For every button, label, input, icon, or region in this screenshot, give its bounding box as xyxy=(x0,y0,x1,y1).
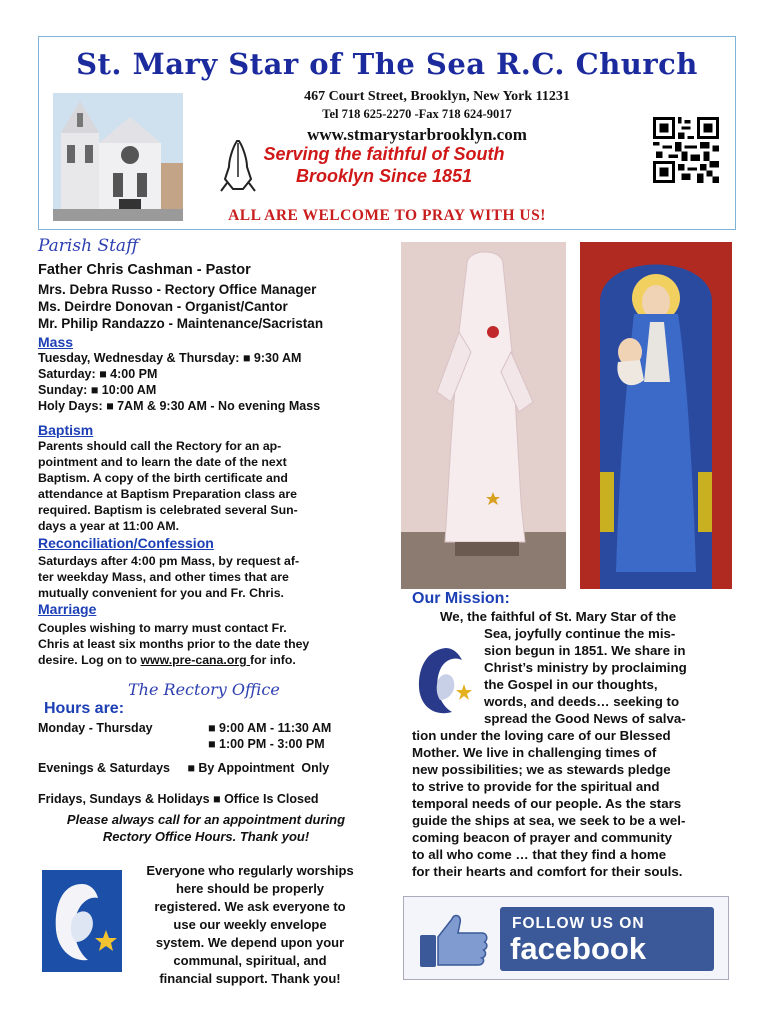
mon-thu-afternoon: ■ 1:00 PM - 3:00 PM xyxy=(208,737,325,751)
church-title: St. Mary Star of The Sea R.C. Church xyxy=(76,47,698,81)
mission-line: spread the Good News of salva- xyxy=(484,711,686,726)
serving-tagline xyxy=(239,143,529,187)
mass-line: Sunday: ■ 10:00 AM xyxy=(38,383,157,397)
baptism-line: Parents should call the Rectory for an ap- xyxy=(38,439,282,453)
mission-line: tion under the loving care of our Blessed xyxy=(412,728,671,743)
baptism-line: pointment and to learn the date of the next xyxy=(38,455,287,469)
reconciliation-line: mutually convenient for you and Fr. Chris. xyxy=(38,586,284,600)
serving-line-2: Brooklyn Since 1851 xyxy=(295,166,473,186)
welcome-banner: ALL ARE WELCOME TO PRAY WITH US! xyxy=(228,207,546,224)
facebook-wordmark: facebook xyxy=(510,931,647,966)
parish-staff-heading: Parish Staff xyxy=(38,236,139,256)
facebook-follow-button[interactable] xyxy=(403,896,729,980)
registration-line: Everyone who regularly worships xyxy=(146,863,354,878)
mission-line: Mother. We live in challenging times of xyxy=(412,745,657,760)
mon-thu-hours xyxy=(208,720,331,752)
mission-line: temporal needs of our people. As the stars xyxy=(412,796,682,811)
mass-schedule xyxy=(38,350,320,414)
reconciliation-line: ter weekday Mass, and other times that are xyxy=(38,570,289,584)
marriage-line-suffix: for info. xyxy=(250,653,296,667)
baptism-line: days a year at 11:00 AM. xyxy=(38,519,180,533)
parish-logo-image xyxy=(42,870,122,972)
mass-line: Holy Days: ■ 7AM & 9:30 AM - No evening Mass xyxy=(38,399,321,413)
staff-member: Father Chris Cashman - Pastor xyxy=(38,262,251,278)
mission-line: words, and deeds… seeking to xyxy=(484,694,680,709)
mission-line: sion begun in 1851. We share in xyxy=(484,643,686,658)
marriage-line-prefix: desire. Log on to xyxy=(38,653,141,667)
phone-fax-line: Tel 718 625-2270 -Fax 718 624-9017 xyxy=(322,107,512,121)
reconciliation-line: Saturdays after 4:00 pm Mass, by request af- xyxy=(38,554,300,568)
header-box xyxy=(38,36,736,230)
staff-member: Mrs. Debra Russo - Rectory Office Manager xyxy=(38,282,317,297)
registration-note xyxy=(128,862,372,988)
mission-line: We, the faithful of St. Mary Star of the xyxy=(440,609,677,624)
reconciliation-text xyxy=(38,553,299,601)
baptism-line: attendance at Baptism Preparation class are xyxy=(38,487,298,501)
registration-line: financial support. Thank you! xyxy=(159,971,341,986)
mass-line: Tuesday, Wednesday & Thursday: ■ 9:30 AM xyxy=(38,351,302,365)
baptism-text xyxy=(38,438,298,534)
qr-code-icon[interactable] xyxy=(653,117,719,183)
mon-thu-label: Monday - Thursday xyxy=(38,721,153,735)
reconciliation-heading: Reconciliation/Confession xyxy=(38,535,214,551)
mission-line: to all who come … that they find a home xyxy=(412,847,667,862)
appointment-note-line: Please always call for an appointment during xyxy=(66,812,346,827)
parish-staff-list xyxy=(38,262,323,332)
parish-logo-small-icon xyxy=(412,640,476,718)
evenings-hours: Evenings & Saturdays ■ By Appointment Only xyxy=(38,761,330,775)
stained-glass-photo xyxy=(580,242,732,589)
mission-line: the Gospel in our thoughts, xyxy=(484,677,658,692)
mary-statue-photo xyxy=(401,242,566,589)
thumbs-up-icon xyxy=(418,911,490,969)
baptism-heading: Baptism xyxy=(38,422,94,438)
mass-line: Saturday: ■ 4:00 PM xyxy=(38,367,158,381)
mission-line: guide the ships at sea, we seek to be a wel- xyxy=(412,813,686,828)
baptism-line: required. Baptism is celebrated several Sun- xyxy=(38,503,298,517)
marriage-heading: Marriage xyxy=(38,601,97,617)
mission-line: for their hearts and comfort for their souls. xyxy=(412,864,683,879)
registration-line: communal, spiritual, and xyxy=(173,953,327,968)
pre-cana-link[interactable]: www.pre-cana.org xyxy=(140,653,251,667)
website-link[interactable]: www.stmarystarbrooklyn.com xyxy=(307,125,527,144)
appointment-note xyxy=(38,811,374,845)
marriage-line: Couples wishing to marry must contact Fr. xyxy=(38,621,287,635)
registration-line: here should be properly xyxy=(175,881,325,896)
follow-us-label: FOLLOW US ON xyxy=(512,915,645,932)
mission-line: Christ’s ministry by proclaiming xyxy=(484,660,687,675)
mission-line: coming beacon of prayer and community xyxy=(412,830,673,845)
hours-heading: Hours are: xyxy=(44,700,125,717)
registration-line: system. We depend upon your xyxy=(155,935,345,950)
rectory-office-heading: The Rectory Office xyxy=(128,680,280,699)
mission-heading: Our Mission: xyxy=(412,590,510,607)
baptism-line: Baptism. A copy of the birth certificate and xyxy=(38,471,288,485)
staff-member: Mr. Philip Randazzo - Maintenance/Sacristan xyxy=(38,316,324,331)
staff-member: Ms. Deirdre Donovan - Organist/Cantor xyxy=(38,299,288,314)
registration-line: registered. We ask everyone to xyxy=(154,899,346,914)
registration-line: use our weekly envelope xyxy=(173,917,327,932)
mission-line: Sea, joyfully continue the mis- xyxy=(484,626,676,641)
mission-line: to strive to provide for the spiritual and xyxy=(412,779,660,794)
marriage-line xyxy=(38,652,309,668)
mission-line: new possibilities; we as stewards pledge xyxy=(412,762,671,777)
marriage-text xyxy=(38,620,309,668)
marriage-line: Chris at least six months prior to the date they xyxy=(38,637,310,651)
serving-line-1: Serving the faithful of South xyxy=(263,144,505,164)
appointment-note-line: Rectory Office Hours. Thank you! xyxy=(102,829,310,844)
closed-days: Fridays, Sundays & Holidays ■ Office Is Closed xyxy=(38,792,319,806)
mon-thu-morning: ■ 9:00 AM - 11:30 AM xyxy=(208,721,332,735)
address-line: 467 Court Street, Brooklyn, New York 11231 xyxy=(304,89,570,104)
mass-heading: Mass xyxy=(38,334,74,350)
